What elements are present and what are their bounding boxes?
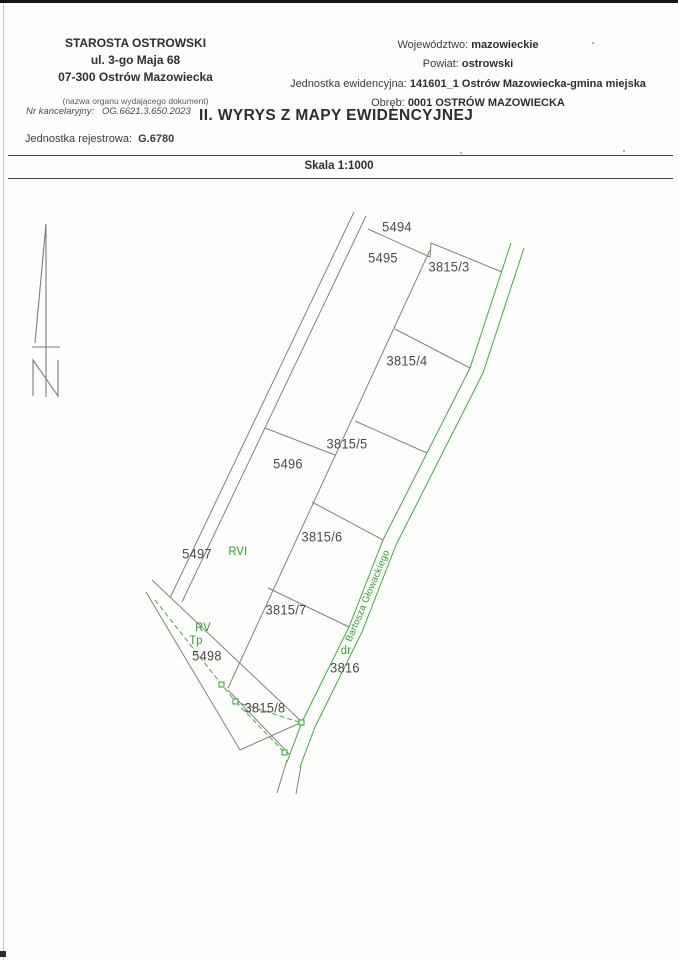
parcel-label-5496: 5496 <box>273 456 303 472</box>
parcel-label-3815-6: 3815/6 <box>301 529 343 545</box>
parcel-label-5498: 5498 <box>192 648 222 664</box>
register-unit-value: G.6780 <box>138 133 175 145</box>
parcel-label-5495: 5495 <box>368 250 398 266</box>
landuse-label-tp: Tp <box>189 635 203 647</box>
parcel-label-5494: 5494 <box>382 219 412 235</box>
parcel-label-3815-4: 3815/4 <box>386 353 428 369</box>
authority-address-line2: 07-300 Ostrów Mazowiecka <box>58 70 213 84</box>
parcel-label-5497: 5497 <box>182 546 212 562</box>
file-number-value: OG.6621.3.650.2023 <box>102 106 191 117</box>
cadastral-unit-value: 141601_1 Ostrów Mazowiecka-gmina miejska <box>409 77 646 90</box>
parcel-label-3815-8: 3815/8 <box>244 700 286 716</box>
register-unit-label: Jednostka rejestrowa: <box>25 133 132 145</box>
parcel-label-3815-3: 3815/3 <box>428 259 470 275</box>
county-value: ostrowski <box>461 58 514 71</box>
authority-caption: (nazwa organu wydającego dokument) <box>62 96 209 106</box>
voivodeship-label: Województwo: <box>397 39 469 51</box>
north-arrow-icon <box>32 224 60 397</box>
precinct-label: Obręb: <box>371 96 405 109</box>
authority-address-line1: ul. 3-go Maja 68 <box>90 53 181 67</box>
document-title: II. WYRYS Z MAPY EWIDENCYJNEJ <box>199 107 474 124</box>
parcel-label-3816: 3816 <box>330 660 360 676</box>
file-number-label: Nr kancelaryjny: <box>26 106 95 117</box>
parcel-label-3815-5: 3815/5 <box>326 436 368 452</box>
county-label: Powiat: <box>422 58 459 71</box>
landuse-label-dr: dr <box>340 645 352 657</box>
map-scale: Skala 1:1000 <box>304 160 374 172</box>
street-name-label: Bartosza Głowackiego <box>343 548 393 644</box>
road-boundaries-green <box>155 243 524 767</box>
authority-name: STAROSTA OSTROWSKI <box>64 36 207 50</box>
parcel-label-3815-7: 3815/7 <box>265 602 307 618</box>
boundary-point-markers <box>219 682 304 755</box>
landuse-label-rvi: RVI <box>228 546 248 558</box>
landuse-label-rv: RV <box>195 622 211 634</box>
voivodeship-value: mazowieckie <box>471 39 539 51</box>
cadastral-unit-label: Jednostka ewidencyjna: <box>290 77 407 90</box>
precinct-value: 0001 OSTRÓW MAZOWIECKA <box>407 96 565 109</box>
parcel-boundaries <box>146 212 502 794</box>
